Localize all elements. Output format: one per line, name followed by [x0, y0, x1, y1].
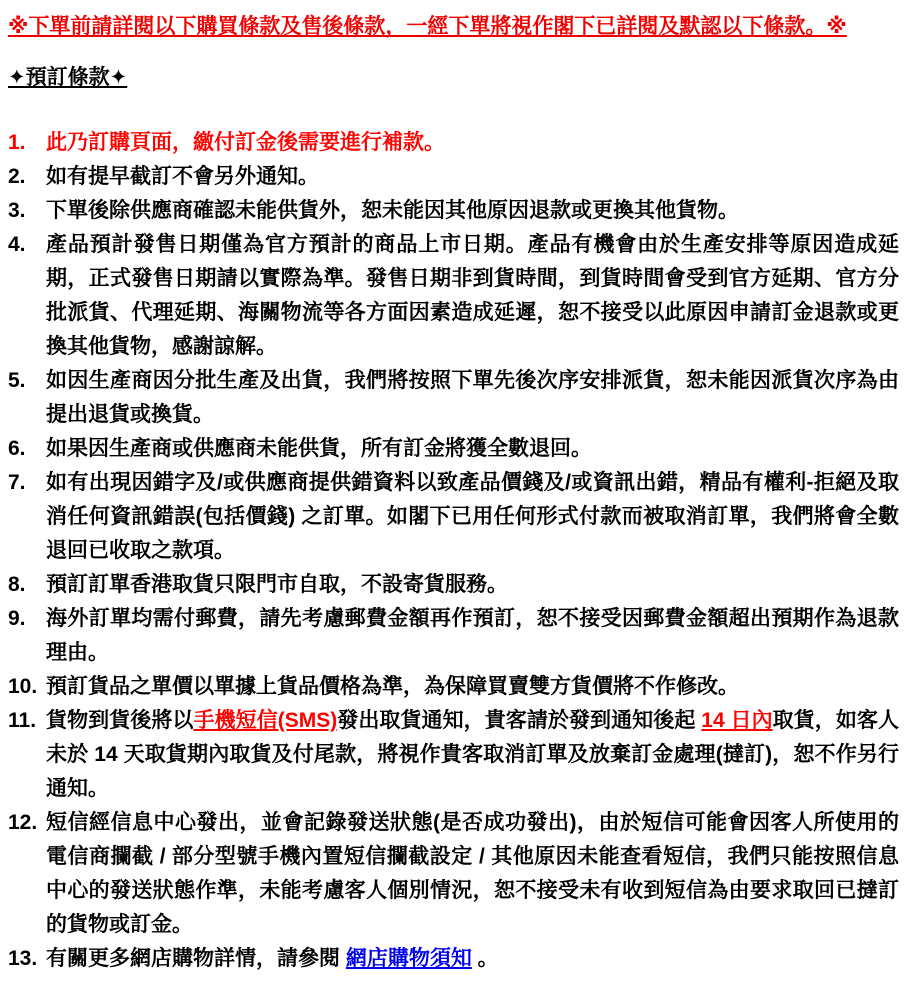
term-text-segment: 貨物到貨後將以 — [46, 709, 194, 732]
term-number: 12. — [8, 811, 38, 834]
term-text — [46, 704, 899, 806]
term-text — [46, 126, 899, 160]
term-item — [8, 602, 899, 670]
term-text — [46, 364, 899, 432]
term-text-segment: 產品預計發售日期僅為官方預計的商品上市日期。產品有機會由於生產安排等原因造成延期，正式發售日期請以實際為準。發售日期非到貨時間，到貨時間會受到官方延期、官方分批派貨、代理延期、海關物流等各方面因素造成延遲，恕不接受以此原因申請訂金退款或更換其他貨物，感謝諒解。 — [46, 233, 899, 358]
term-number: 8. — [8, 573, 26, 596]
terms-list — [8, 126, 899, 976]
term-text-segment: 如因生產商因分批生產及出貨，我們將按照下單先後次序安排派貨，恕未能因派貨次序為由提出退貨或換貨。 — [46, 369, 899, 426]
purchase-notice-title: ※下單前請詳閱以下購買條款及售後條款，一經下單將視作閣下已詳閱及默認以下條款。※ — [8, 15, 847, 38]
term-item — [8, 568, 899, 602]
term-text-segment: 此乃訂購頁面，繳付訂金後需要進行補款。 — [46, 131, 445, 154]
term-text-segment: 如有提早截訂不會另外通知。 — [46, 165, 319, 188]
term-text-segment: 預訂訂單香港取貨只限門市自取，不設寄貨服務。 — [46, 573, 508, 596]
term-number: 9. — [8, 607, 26, 630]
term-text — [46, 806, 899, 942]
term-text — [46, 942, 899, 976]
term-item — [8, 194, 899, 228]
term-text — [46, 160, 899, 194]
term-text-segment: 海外訂單均需付郵費，請先考慮郵費金額再作預訂，恕不接受因郵費金額超出預期作為退款理由。 — [46, 607, 899, 664]
term-number: 1. — [8, 131, 26, 154]
term-text — [46, 194, 899, 228]
term-number: 11. — [8, 709, 37, 732]
term-text — [46, 432, 899, 466]
term-item — [8, 466, 899, 568]
term-item — [8, 432, 899, 466]
term-text-segment: 發出取貨通知，貴客請於發到通知後起 — [337, 709, 702, 732]
term-text — [46, 568, 899, 602]
term-text-segment: 。 — [471, 947, 499, 970]
term-text — [46, 602, 899, 670]
term-item — [8, 670, 899, 704]
term-number: 7. — [8, 471, 26, 494]
term-text-segment: 如有出現因錯字及/或供應商提供錯資料以致產品價錢及/或資訊出錯，精品有權利-拒絕及取消任何資訊錯誤(包括價錢) 之訂單。如閣下已用任何形式付款而被取消訂單，我們將會全數退回已收取之款項。 — [46, 471, 899, 562]
term-item — [8, 228, 899, 364]
term-text-segment: 有關更多網店購物詳情，請參閱 — [46, 947, 346, 970]
term-text-segment: 預訂貨品之單價以單據上貨品價格為準，為保障買賣雙方貨價將不作修改。 — [46, 675, 739, 698]
term-text-segment: 取貨，如客人未於 14 天取貨期內取貨及付尾款，將視作貴客取消訂單及放棄訂金處理(撻訂)，恕不作另行通知。 — [46, 709, 899, 800]
term-number: 4. — [8, 233, 26, 256]
term-item — [8, 126, 899, 160]
term-item — [8, 942, 899, 976]
term-text — [46, 228, 899, 364]
term-item — [8, 704, 899, 806]
highlighted-text: 14 日內 — [701, 709, 773, 732]
preorder-terms-header: ✦預訂條款✦ — [8, 66, 128, 89]
term-number: 10. — [8, 675, 38, 698]
term-item — [8, 160, 899, 194]
shop-guide-link[interactable]: 網店購物須知 — [345, 947, 472, 970]
term-item — [8, 364, 899, 432]
term-text-segment: 下單後除供應商確認未能供貨外，恕未能因其他原因退款或更換其他貨物。 — [46, 199, 739, 222]
term-number: 13. — [8, 947, 38, 970]
term-text — [46, 466, 899, 568]
term-text — [46, 670, 899, 704]
term-item — [8, 806, 899, 942]
term-text-segment: 如果因生產商或供應商未能供貨，所有訂金將獲全數退回。 — [46, 437, 592, 460]
term-text-segment: 短信經信息中心發出，並會記錄發送狀態(是否成功發出)，由於短信可能會因客人所使用的電信商攔截 / 部分型號手機內置短信攔截設定 / 其他原因未能查看短信，我們只能按照信息中心的發送狀態作準，未能考慮客人個別情況，恕不接受未有收到短信為由要求取回已撻訂的貨物或訂金。 — [46, 811, 899, 936]
highlighted-text: 手機短信(SMS) — [193, 709, 338, 732]
term-number: 2. — [8, 165, 26, 188]
term-number: 6. — [8, 437, 26, 460]
term-number: 5. — [8, 369, 26, 392]
term-number: 3. — [8, 199, 26, 222]
